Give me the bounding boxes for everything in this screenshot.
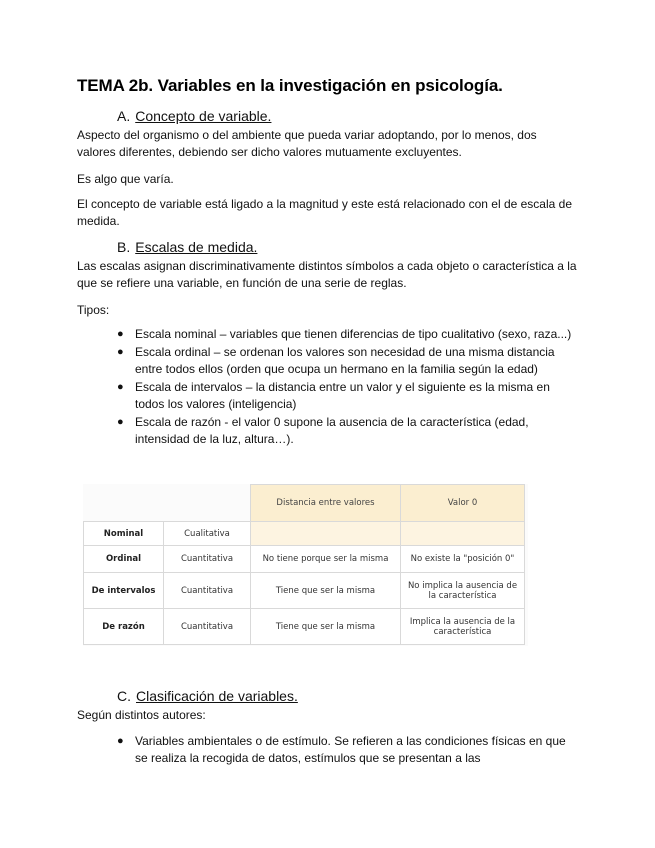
table-row: [84, 573, 525, 609]
section-c-title: Clasificación de variables.: [136, 688, 298, 704]
row-zero: Implica la ausencia de la característica: [401, 609, 525, 645]
row-distance: Tiene que ser la misma: [251, 573, 401, 609]
list-item: ● Escala nominal – variables que tienen diferencias de tipo cualitativo (sexo, raza...): [117, 327, 572, 341]
section-a-paragraph-1: Aspecto del organismo o del ambiente que pueda variar adoptando, por lo menos, dos valores diferentes, debiendo ser dicho valores mutuamente excluyentes.: [77, 128, 537, 159]
section-b-heading: [117, 239, 257, 255]
section-b-letter: B.: [117, 239, 131, 255]
section-b-bullet-list: [77, 326, 577, 449]
section-b-title: Escalas de medida.: [135, 239, 258, 255]
bullet-icon: ●: [117, 346, 124, 358]
row-scale-name: De razón: [84, 609, 164, 645]
section-c-bullet-list: [77, 733, 577, 768]
row-distance: No tiene porque ser la misma: [251, 546, 401, 573]
section-c-heading: [117, 688, 298, 704]
header-zero: Valor 0: [401, 485, 525, 522]
bullet-icon: ●: [117, 328, 124, 340]
list-item: ● Escala de razón - el valor 0 supone la ausencia de la característica (edad, intensidad de la luz, altura…).: [117, 415, 529, 446]
bullet-icon: ●: [117, 416, 124, 428]
row-zero: No existe la "posición 0": [401, 546, 525, 573]
row-scale-name: De intervalos: [84, 573, 164, 609]
section-b-paragraph-1: Las escalas asignan discriminativamente distintos símbolos a cada objeto o característica a la que se refiere una variable, en función de una serie de reglas.: [77, 259, 577, 290]
section-a-paragraph-2: Es algo que varía.: [77, 172, 174, 186]
row-scale-type: Cuantitativa: [164, 573, 251, 609]
row-scale-type: Cualitativa: [164, 522, 251, 546]
row-distance: [251, 522, 401, 546]
row-scale-type: Cuantitativa: [164, 609, 251, 645]
scales-table: [83, 484, 525, 645]
list-item: ● Escala ordinal – se ordenan los valores son necesidad de una misma distancia entre todos ellos (orden que ocupa un hermano en la familia según la edad): [117, 345, 555, 376]
section-a-title: Concepto de variable.: [135, 108, 272, 124]
bullet-icon: ●: [117, 735, 124, 747]
list-item: ● Escala de intervalos – la distancia entre un valor y el siguiente es la misma en todos los valores (inteligencia): [117, 380, 550, 411]
section-b-paragraph-2: Tipos:: [77, 303, 110, 317]
table-header-row: [84, 485, 525, 522]
section-c-paragraph-1: Según distintos autores:: [77, 708, 206, 722]
section-a-paragraph-3: El concepto de variable está ligado a la magnitud y este está relacionado con el de escala de medida.: [77, 197, 572, 228]
bullet-icon: ●: [117, 381, 124, 393]
row-zero: No implica la ausencia de la característica: [401, 573, 525, 609]
page-title: TEMA 2b. Variables en la investigación en psicología.: [77, 76, 503, 95]
list-item: ● Variables ambientales o de estímulo. Se refieren a las condiciones físicas en que se realiza la recogida de datos, estímulos que se presentan a las: [117, 734, 566, 765]
row-zero: [401, 522, 525, 546]
table-row: [84, 522, 525, 546]
table-row: [84, 609, 525, 645]
row-scale-name: Ordinal: [84, 546, 164, 573]
section-c-letter: C.: [117, 688, 131, 704]
row-scale-type: Cuantitativa: [164, 546, 251, 573]
header-distance: Distancia entre valores: [251, 485, 401, 522]
row-scale-name: Nominal: [84, 522, 164, 546]
section-a-heading: [117, 108, 271, 124]
row-distance: Tiene que ser la misma: [251, 609, 401, 645]
table-row: [84, 546, 525, 573]
section-a-letter: A.: [117, 108, 131, 124]
scales-table-image: [83, 484, 528, 646]
